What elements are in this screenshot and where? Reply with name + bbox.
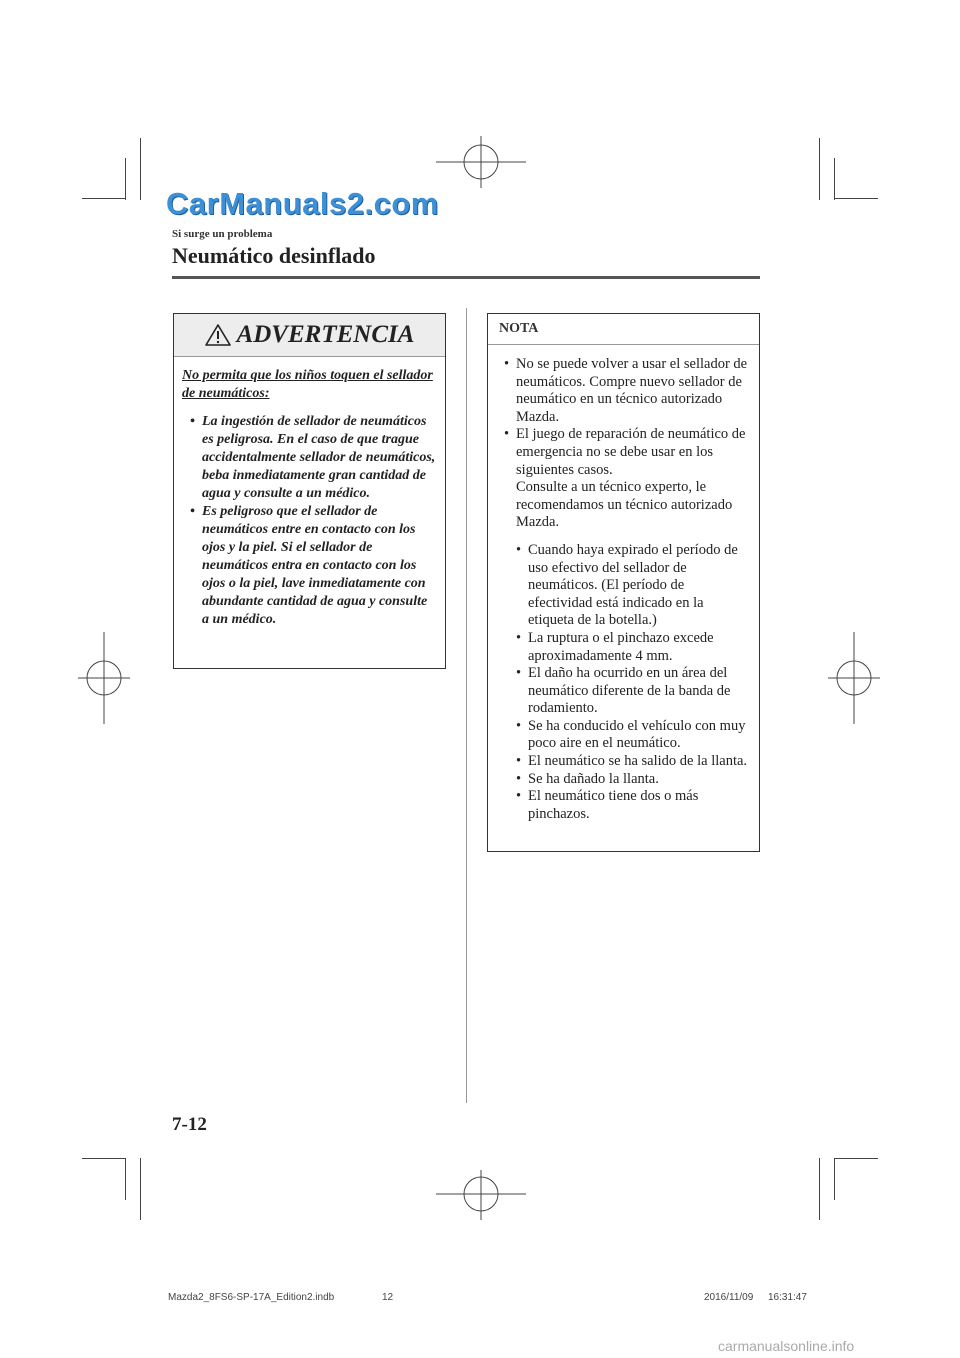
note-sub-bullet: • Cuando haya expirado el período de uso efectivo del sellador de neumáticos. (El período de efectividad está indicado en la etiqueta de la botella.) bbox=[516, 541, 738, 629]
warning-header bbox=[174, 314, 445, 357]
footer-sheet: 12 bbox=[382, 1292, 394, 1303]
crop-mark bbox=[140, 138, 141, 200]
note-sub-list bbox=[498, 542, 751, 824]
crop-mark bbox=[140, 1158, 141, 1220]
note-box bbox=[487, 313, 760, 852]
note-sub-bullet: • Se ha dañado la llanta. bbox=[516, 770, 659, 787]
note-sub-bullet: • El neumático tiene dos o más pinchazos. bbox=[516, 788, 699, 822]
footer-file: Mazda2_8FS6-SP-17A_Edition2.indb bbox=[168, 1292, 335, 1303]
registration-target bbox=[78, 632, 130, 724]
section-label: Si surge un problema bbox=[172, 228, 273, 240]
crop-mark bbox=[834, 1158, 835, 1200]
crop-mark bbox=[82, 198, 126, 199]
watermark-logo: CarManuals2.com bbox=[166, 186, 439, 221]
note-body bbox=[488, 345, 759, 823]
note-sub-bullet: • La ruptura o el pinchazo excede aproximadamente 4 mm. bbox=[516, 629, 714, 664]
crop-mark bbox=[819, 138, 820, 200]
watermark-footer: carmanualsonline.info bbox=[718, 1338, 855, 1354]
crop-mark bbox=[82, 1158, 126, 1159]
note-sub-bullet: • Se ha conducido el vehículo con muy poco aire en el neumático. bbox=[516, 717, 746, 752]
page-title: Neumático desinflado bbox=[172, 243, 376, 268]
note-bullet: • No se puede volver a usar el sellador de neumáticos. Compre nuevo sellador de neumático en un técnico autorizado Mazda. bbox=[504, 356, 748, 425]
note-sub-bullet: • El neumático se ha salido de la llanta. bbox=[516, 753, 748, 770]
footer-time: 16:31:47 bbox=[768, 1292, 807, 1303]
warning-body bbox=[174, 357, 445, 629]
registration-target bbox=[436, 1170, 526, 1220]
crop-mark bbox=[834, 198, 878, 199]
warning-bullet: • Es peligroso que el sellador de neumáticos entre en contacto con los ojos y la piel. Si el sellador de neumáticos entra en contacto con los ojos o la piel, lave inmediatamente con abundante cantidad de agua y consulte a un médico. bbox=[190, 504, 428, 627]
note-sub-bullet: • El daño ha ocurrido en un área del neumático diferente de la banda de rodamiento. bbox=[516, 665, 731, 717]
crop-mark bbox=[125, 158, 126, 200]
crop-mark bbox=[834, 1158, 878, 1159]
warning-title: ADVERTENCIA bbox=[236, 321, 415, 348]
crop-mark bbox=[125, 1158, 126, 1200]
note-bullet: • El juego de reparación de neumático de emergencia no se debe usar en los siguientes casos. Consulte a un técnico experto, le recomendamos un técnico autorizado Mazda. bbox=[504, 426, 746, 531]
crop-mark bbox=[819, 1158, 820, 1220]
registration-target bbox=[436, 136, 526, 188]
warning-box bbox=[173, 313, 446, 669]
registration-target bbox=[828, 632, 880, 724]
warning-triangle-icon bbox=[205, 323, 231, 347]
page-number: 7-12 bbox=[172, 1114, 207, 1135]
warning-bullet: • La ingestión de sellador de neumáticos es peligrosa. En el caso de que trague accidentalmente sellador de neumáticos, beba inmediatamente gran cantidad de agua y consulte a un médico. bbox=[190, 414, 436, 501]
footer-date: 2016/11/09 bbox=[704, 1292, 754, 1303]
column-divider bbox=[466, 308, 467, 1103]
note-title: NOTA bbox=[488, 314, 759, 345]
crop-mark bbox=[834, 158, 835, 200]
warning-intro: No permita que los niños toquen el sellador de neumáticos: bbox=[182, 368, 433, 401]
header-rule bbox=[172, 276, 760, 279]
